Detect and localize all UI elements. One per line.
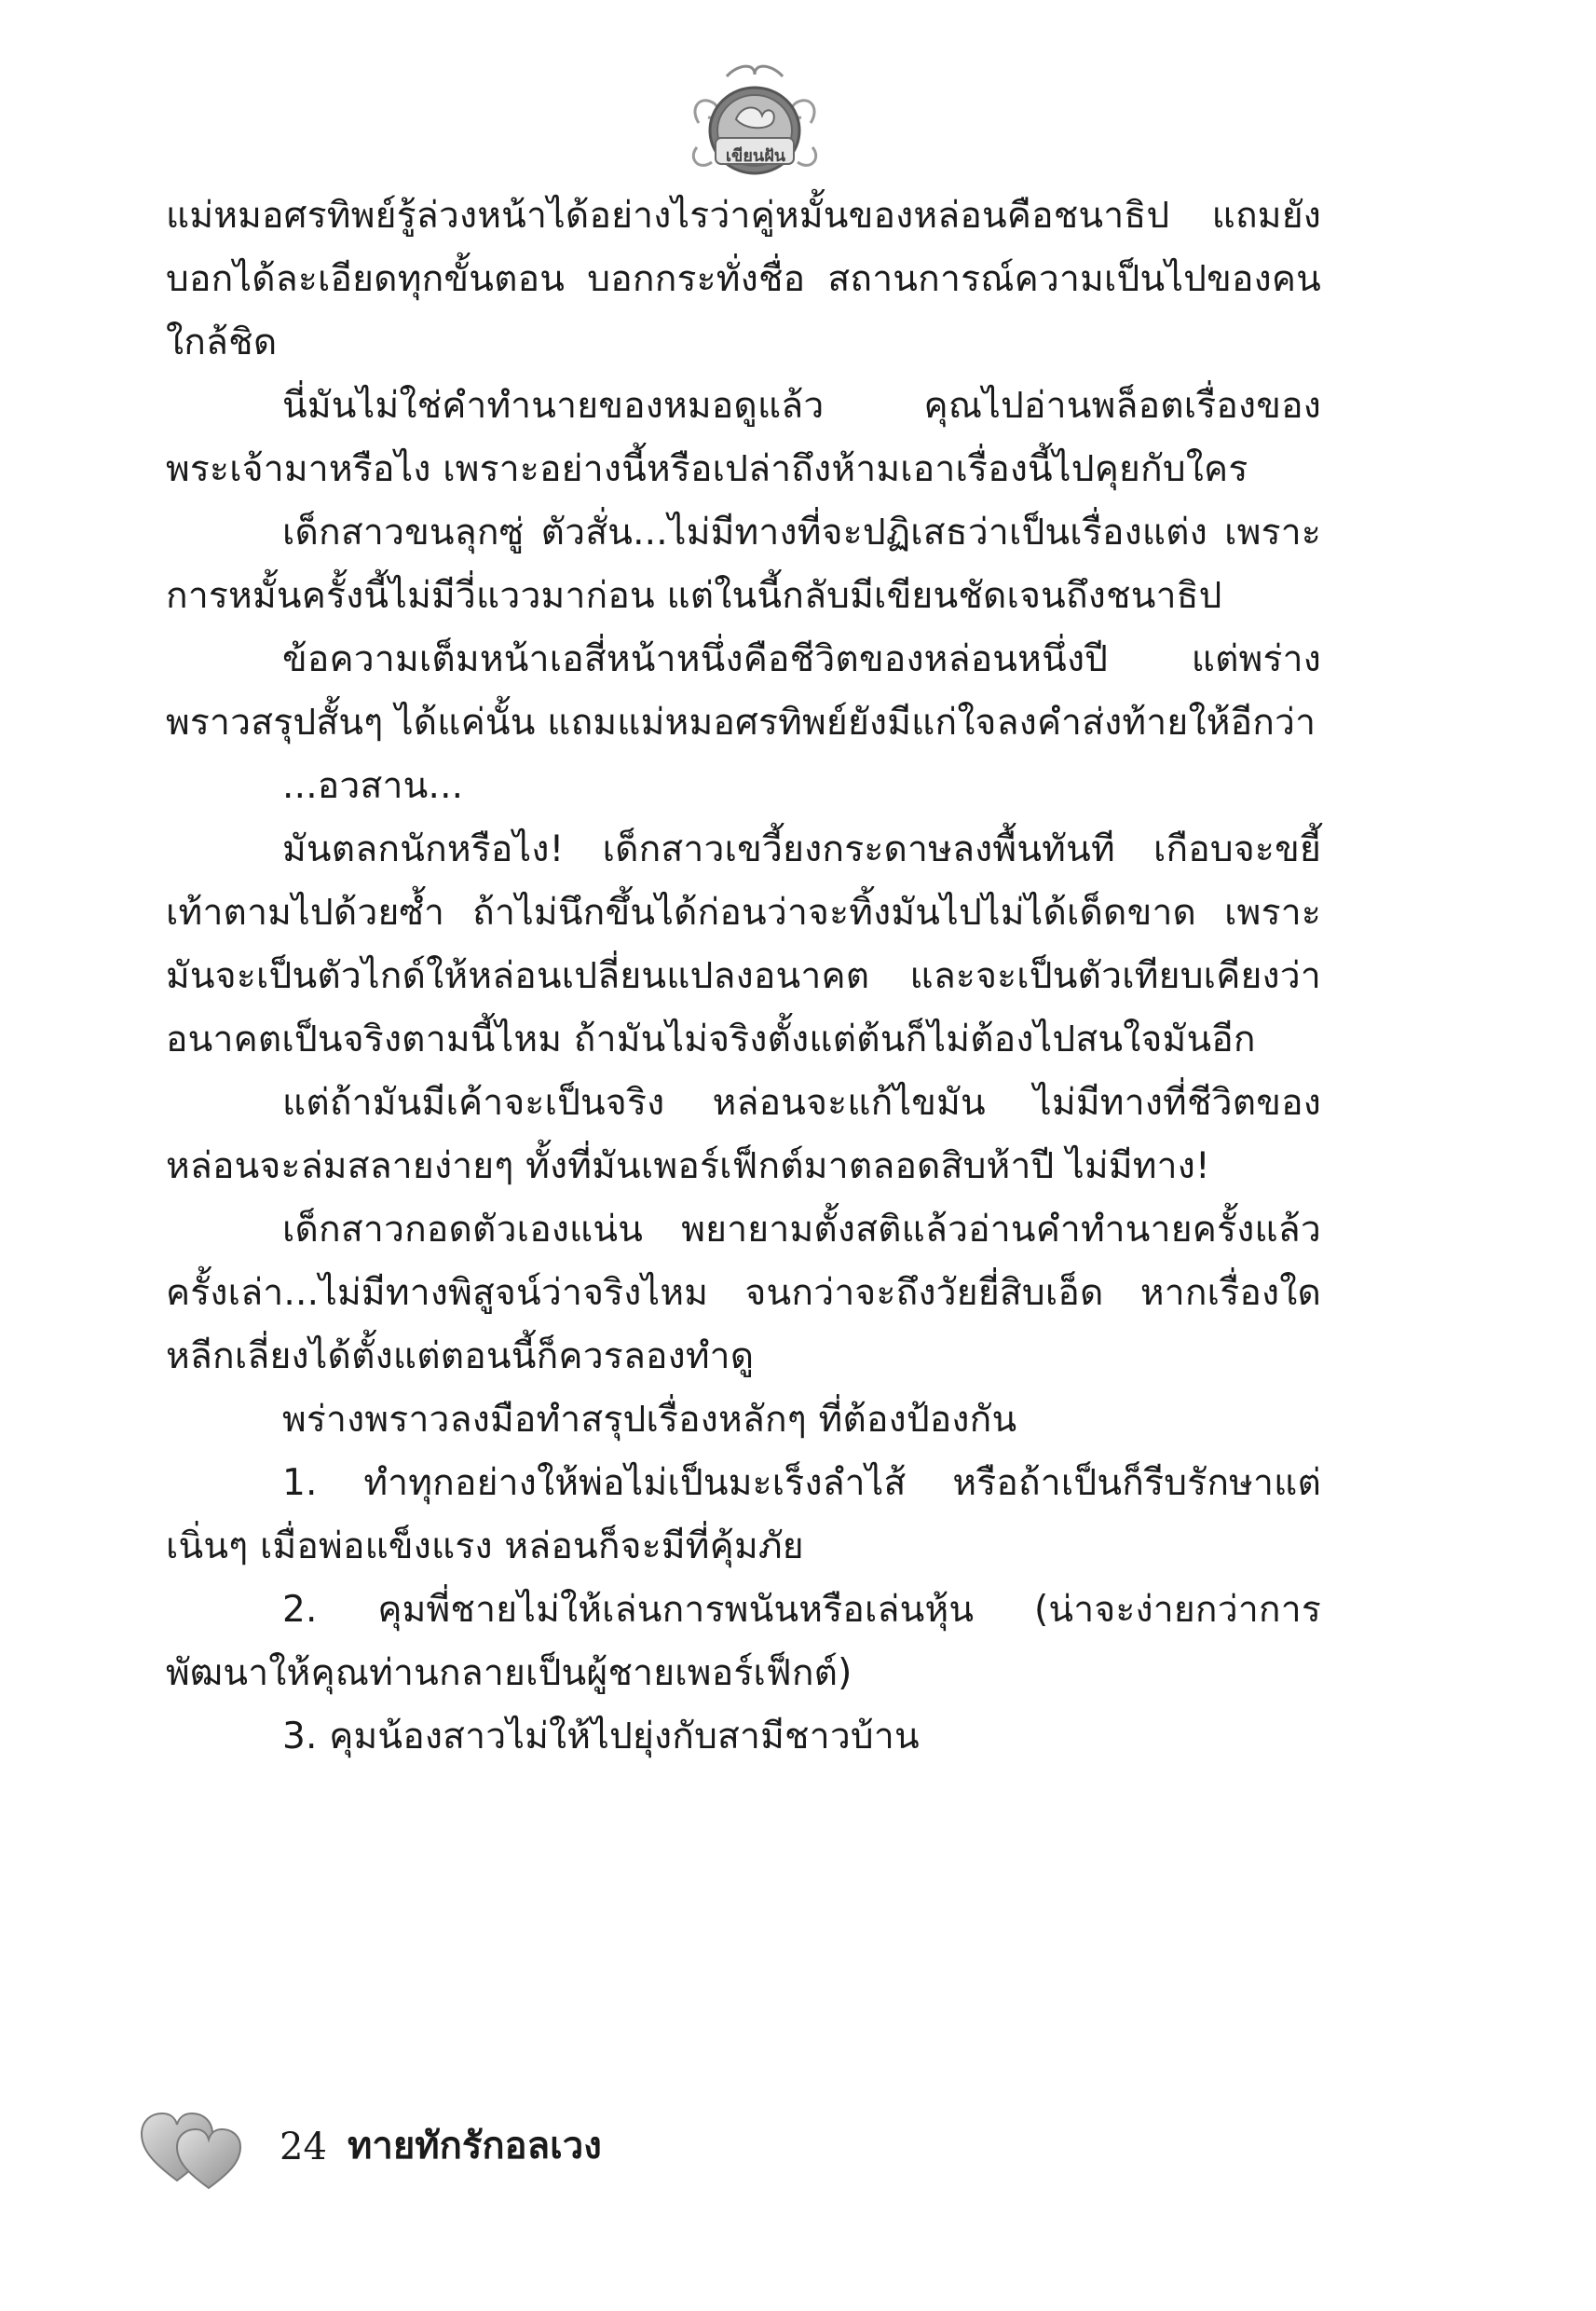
paragraph: นี่มันไม่ใช่คำทำนายของหมอดูแล้ว คุณไปอ่านพล็อตเรื่องของพระเจ้ามาหรือไง เพราะอย่างนี้หรือเปล่าถึงห้ามเอาเรื่องนี้ไปคุยกับใคร — [166, 385, 1321, 490]
paragraph: ข้อความเต็มหน้าเอสี่หน้าหนึ่งคือชีวิตของหล่อนหนึ่งปี แต่พร่างพราวสรุปสั้นๆ ได้แค่นั้น แถมแม่หมอศรทิพย์ยังมีแก่ใจลงคำส่งท้ายให้อีกว่า — [166, 638, 1321, 744]
paragraph: มันตลกนักหรือไง! เด็กสาวเขวี้ยงกระดาษลงพื้นทันที เกือบจะขยี้เท้าตามไปด้วยซ้ำ ถ้าไม่นึกขึ้นได้ก่อนว่าจะทิ้งมันไปไม่ได้เด็ดขาด เพราะมันจะเป็นตัวไกด์ให้หล่อนเปลี่ยนแปลงอนาคต และจะเป็นตัวเทียบเคียงว่าอนาคตเป็นจริงตามนี้ไหม ถ้ามันไม่จริงตั้งแต่ต้นก็ไม่ต้องไปสนใจมันอีก — [166, 828, 1321, 1060]
paragraph: พร่างพราวลงมือทำสรุปเรื่องหลักๆ ที่ต้องป้องกัน — [282, 1399, 1017, 1441]
paragraph: ...อวสาน... — [282, 765, 464, 807]
paragraph: แม่หมอศรทิพย์รู้ล่วงหน้าได้อย่างไรว่าคู่หมั้นของหล่อนคือชนาธิป แถมยังบอกได้ละเอียดทุกขั้นตอน บอกกระทั่งชื่อ สถานการณ์ความเป็นไปของคนใกล้ชิด — [166, 195, 1321, 363]
list-item: 1. ทำทุกอย่างให้พ่อไม่เป็นมะเร็งลำไส้ หรือถ้าเป็นก็รีบรักษาแต่เนิ่นๆ เมื่อพ่อแข็งแรง หล่อนก็จะมีที่คุ้มภัย — [166, 1462, 1321, 1567]
page-footer — [138, 2097, 883, 2199]
book-title: ทายทักรักอลเวง — [348, 2125, 602, 2167]
paragraph: เด็กสาวขนลุกซู่ ตัวสั่น...ไม่มีทางที่จะปฏิเสธว่าเป็นเรื่องแต่ง เพราะการหมั้นครั้งนี้ไม่มีวี่แววมาก่อน แต่ในนี้กลับมีเขียนชัดเจนถึงชนาธิป — [166, 512, 1321, 617]
emblem-label: เขียนฝัน — [725, 146, 786, 166]
hearts-icon — [138, 2097, 250, 2194]
paragraph: แต่ถ้ามันมีเค้าจะเป็นจริง หล่อนจะแก้ไขมัน ไม่มีทางที่ชีวิตของหล่อนจะล่มสลายง่ายๆ ทั้งที่มันเพอร์เฟ็กต์มาตลอดสิบห้าปี ไม่มีทาง! — [166, 1082, 1321, 1187]
body-text — [166, 185, 1321, 1769]
list-item: 2. คุมพี่ชายไม่ให้เล่นการพนันหรือเล่นหุ้น (น่าจะง่ายกว่าการพัฒนาให้คุณท่านกลายเป็นผู้ชายเพอร์เฟ็กต์) — [166, 1589, 1321, 1694]
paragraph: เด็กสาวกอดตัวเองแน่น พยายามตั้งสติแล้วอ่านคำทำนายครั้งแล้วครั้งเล่า...ไม่มีทางพิสูจน์ว่าจริงไหม จนกว่าจะถึงวัยยี่สิบเอ็ด หากเรื่องใดหลีกเลี่ยงได้ตั้งแต่ตอนนี้ก็ควรลองทำดู — [166, 1209, 1321, 1377]
page-number: 24 — [280, 2126, 327, 2168]
list-item: 3. คุมน้องสาวไม่ให้ไปยุ่งกับสามีชาวบ้าน — [282, 1716, 920, 1757]
